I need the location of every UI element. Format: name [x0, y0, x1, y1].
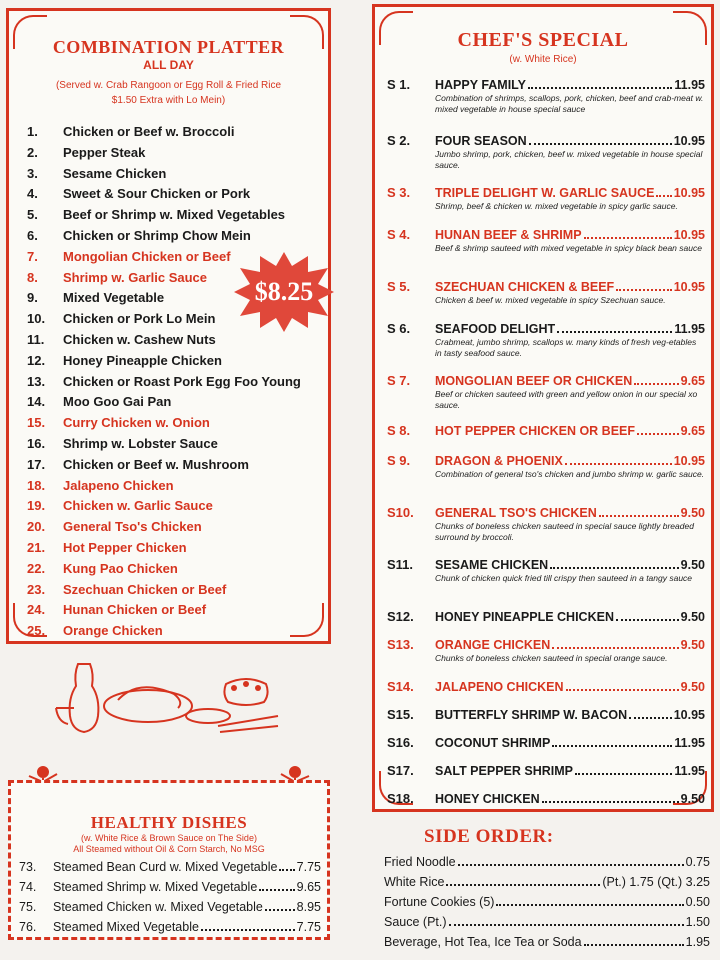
side-order-item [384, 852, 710, 872]
chef-item-row [387, 505, 705, 520]
combination-item [27, 455, 328, 476]
leader-dots [634, 383, 678, 385]
item-name: Chicken or Beef w. Mushroom [63, 456, 249, 472]
combination-item [27, 517, 328, 538]
item-number: 19. [27, 498, 46, 514]
combination-item [27, 392, 328, 413]
leader-dots [575, 773, 672, 775]
combination-item [27, 226, 328, 247]
chef-item-row [387, 423, 705, 438]
item-price: 10.95 [673, 228, 705, 242]
healthy-dishes-panel [8, 780, 330, 940]
item-name: HONEY CHICKEN [435, 792, 540, 806]
chef-item-row [387, 133, 705, 148]
item-price: 9.50 [680, 506, 705, 520]
item-number: 3. [27, 165, 38, 181]
item-code: S18. [387, 791, 414, 806]
leader-dots [656, 195, 671, 197]
item-number: 73. [19, 860, 37, 874]
side-order-title: SIDE ORDER: [424, 826, 554, 847]
chef-item-row [387, 453, 705, 468]
item-price: 10.95 [673, 280, 705, 294]
food-illustration [48, 654, 288, 740]
item-name: Chicken or Roast Pork Egg Foo Young [63, 373, 301, 389]
item-name: Chicken w. Cashew Nuts [63, 331, 216, 347]
item-price: 10.95 [673, 708, 705, 722]
leader-dots [449, 924, 684, 926]
item-code: S 5. [387, 279, 411, 294]
item-description: Crabmeat, jumbo shrimp, scallops w. many kinds of fresh veg-etables in tasty seafood sauce. [435, 337, 697, 358]
combination-item [27, 184, 328, 205]
item-code: S13. [387, 637, 414, 652]
item-price: 10.95 [673, 454, 705, 468]
item-number: 2. [27, 144, 38, 160]
item-name: SALT PEPPER SHRIMP [435, 764, 573, 778]
combination-title: COMBINATION PLATTER [52, 37, 285, 57]
chef-special-item [387, 373, 705, 410]
item-number: 5. [27, 207, 38, 223]
chef-special-item [387, 423, 705, 438]
item-name: Steamed Shrimp w. Mixed Vegetable [53, 880, 258, 894]
item-number: 74. [19, 880, 37, 894]
item-price: 9.50 [680, 680, 705, 694]
item-code: S10. [387, 505, 414, 520]
item-number: 25. [27, 623, 46, 639]
chef-item-row [387, 763, 705, 778]
chef-item-row [387, 227, 705, 242]
item-code: S 7. [387, 373, 411, 388]
item-name: Fortune Cookies (5) [384, 895, 495, 909]
leader-dots [616, 619, 679, 621]
item-code: S14. [387, 679, 414, 694]
combination-note-line: (Served w. Crab Rangoon or Egg Roll & Fried Rice [55, 80, 282, 91]
item-price: 11.95 [674, 764, 705, 778]
side-order-list [384, 852, 710, 952]
combination-item [27, 434, 328, 455]
item-description: Combination of general tso's chicken and jumbo shrimp w. garlic sauce. [435, 469, 705, 479]
item-number: 8. [27, 269, 38, 285]
item-name: Moo Goo Gai Pan [63, 394, 172, 410]
chef-item-row [387, 279, 705, 294]
leader-dots [201, 929, 295, 931]
item-code: S 1. [387, 77, 411, 92]
combination-item [27, 580, 328, 601]
item-code: S16. [387, 735, 414, 750]
item-price: 1.95 [685, 935, 710, 949]
leader-dots [458, 864, 684, 866]
leader-dots [446, 884, 600, 886]
item-name: FOUR SEASON [435, 134, 527, 148]
item-name: Beef or Shrimp w. Mixed Vegetables [63, 207, 286, 223]
healthy-note-line: All Steamed without Oil & Corn Starch, No MSG [73, 844, 265, 854]
item-number: 6. [27, 227, 38, 243]
item-description: Beef & shrimp sauteed with mixed vegetable in spicy black bean sauce [435, 243, 702, 253]
item-price: 1.50 [685, 915, 710, 929]
leader-dots [265, 909, 295, 911]
leader-dots [557, 331, 672, 333]
chef-item-row [387, 77, 705, 92]
corner-ornament [379, 11, 413, 45]
item-description: Beef or chicken sauteed with green and yellow onion in our special xo sauce. [435, 389, 698, 410]
chef-item-row [387, 637, 705, 652]
item-name: Sauce (Pt.) [384, 915, 447, 929]
leader-dots [542, 801, 679, 803]
item-number: 12. [27, 352, 46, 368]
combination-item [27, 559, 328, 580]
item-number: 18. [27, 477, 46, 493]
leader-dots [566, 689, 679, 691]
chef-special-item [387, 321, 705, 358]
item-name: HOT PEPPER CHICKEN OR BEEF [435, 424, 636, 438]
healthy-item [19, 917, 321, 937]
item-price: 11.95 [674, 322, 705, 336]
item-name: MONGOLIAN BEEF OR CHICKEN [435, 374, 633, 388]
combination-item [27, 122, 328, 143]
item-name: JALAPENO CHICKEN [435, 680, 564, 694]
item-description: Combination of shrimps, scallops, pork, chicken, beef and crab-meat w. mixed vegetable in house special sauce [435, 93, 704, 114]
combination-item [27, 496, 328, 517]
item-price: 9.65 [296, 880, 321, 894]
item-description: Chicken & beef w. mixed vegetable in spicy Szechuan sauce. [435, 295, 666, 305]
item-name: Sesame Chicken [63, 165, 167, 181]
item-name: Chicken or Pork Lo Mein [63, 311, 216, 327]
item-name: SEAFOOD DELIGHT [435, 322, 556, 336]
leader-dots [616, 289, 672, 291]
healthy-item [19, 897, 321, 917]
leader-dots [279, 869, 294, 871]
combination-item [27, 538, 328, 559]
chef-special-item [387, 707, 705, 722]
item-name: Mongolian Chicken or Beef [63, 248, 231, 264]
leader-dots [529, 143, 672, 145]
item-name: Steamed Mixed Vegetable [53, 920, 199, 934]
item-price: 0.75 [685, 855, 710, 869]
item-name: Chicken w. Garlic Sauce [63, 498, 213, 514]
item-code: S 3. [387, 185, 411, 200]
combination-item [27, 600, 328, 621]
healthy-item [19, 857, 321, 877]
item-description: Shrimp, beef & chicken w. mixed vegetable in spicy garlic sauce. [435, 201, 678, 211]
item-name: Orange Chicken [63, 623, 163, 639]
item-name: Mixed Vegetable [63, 290, 165, 306]
side-order-item [384, 892, 710, 912]
healthy-list [11, 857, 327, 937]
item-description: Chunks of boneless chicken sauteed in special sauce lightly breaded surround by broccoli. [435, 521, 694, 542]
chef-item-row [387, 557, 705, 572]
item-name: Shrimp w. Lobster Sauce [63, 435, 218, 451]
item-name: White Rice [384, 875, 445, 889]
chef-special-item [387, 227, 705, 254]
combination-item [27, 621, 328, 642]
item-price: 7.75 [296, 860, 321, 874]
item-number: 14. [27, 394, 46, 410]
side-order-section [384, 826, 710, 952]
healthy-note-line: (w. White Rice & Brown Sauce on The Side) [81, 833, 257, 843]
combination-subtitle: ALL DAY [143, 58, 194, 72]
combination-item [27, 476, 328, 497]
leader-dots [550, 567, 678, 569]
item-price: (Pt.) 1.75 (Qt.) 3.25 [602, 875, 710, 889]
item-price: 9.65 [680, 424, 705, 438]
chef-special-item [387, 133, 705, 170]
chef-special-item [387, 763, 705, 778]
combination-price: $8.25 [254, 277, 314, 306]
chef-item-row [387, 321, 705, 336]
leader-dots [565, 463, 672, 465]
item-number: 10. [27, 311, 46, 327]
item-name: Steamed Chicken w. Mixed Vegetable [53, 900, 263, 914]
item-name: TRIPLE DELIGHT W. GARLIC SAUCE [435, 186, 655, 200]
item-code: S 9. [387, 453, 411, 468]
item-code: S12. [387, 609, 414, 624]
chefs-special-subtitle: (w. White Rice) [509, 54, 577, 65]
chef-special-item [387, 609, 705, 624]
item-code: S17. [387, 763, 414, 778]
combination-list [9, 122, 328, 642]
chef-item-row [387, 679, 705, 694]
item-price: 11.95 [674, 78, 705, 92]
item-name: Sweet & Sour Chicken or Pork [63, 186, 251, 202]
chef-item-row [387, 791, 705, 806]
leader-dots [637, 433, 679, 435]
item-name: Curry Chicken w. Onion [63, 415, 210, 431]
item-description: Chunks of boneless chicken sauteed in special orange sauce. [435, 653, 668, 663]
leader-dots [629, 717, 672, 719]
item-name: Jalapeno Chicken [63, 477, 174, 493]
item-name: Chicken or Shrimp Chow Mein [63, 227, 251, 243]
chef-item-row [387, 707, 705, 722]
item-price: 7.75 [296, 920, 321, 934]
combination-note-line: $1.50 Extra with Lo Mein) [111, 95, 226, 106]
item-name: COCONUT SHRIMP [435, 736, 551, 750]
chef-special-item [387, 637, 705, 664]
price-burst-badge [232, 250, 336, 334]
chef-item-row [387, 609, 705, 624]
side-order-item [384, 912, 710, 932]
chef-special-item [387, 185, 705, 212]
leader-dots [259, 889, 294, 891]
item-code: S15. [387, 707, 414, 722]
chef-item-row [387, 185, 705, 200]
item-name: HUNAN BEEF & SHRIMP [435, 228, 582, 242]
item-code: S 8. [387, 423, 411, 438]
item-number: 7. [27, 248, 38, 264]
item-name: Pepper Steak [63, 144, 146, 160]
item-name: SESAME CHICKEN [435, 558, 549, 572]
item-number: 17. [27, 456, 46, 472]
side-order-item [384, 872, 710, 892]
item-code: S 2. [387, 133, 411, 148]
combination-item [27, 372, 328, 393]
item-price: 10.95 [673, 186, 705, 200]
item-number: 23. [27, 581, 46, 597]
corner-ornament [290, 15, 324, 49]
item-name: General Tso's Chicken [63, 519, 202, 535]
item-number: 15. [27, 415, 46, 431]
leader-dots [599, 515, 679, 517]
item-number: 13. [27, 373, 46, 389]
corner-ornament [673, 11, 707, 45]
chef-special-item [387, 505, 705, 542]
item-number: 4. [27, 186, 38, 202]
leader-dots [584, 237, 672, 239]
combination-item [27, 413, 328, 434]
healthy-item [19, 877, 321, 897]
chefs-special-panel [372, 4, 714, 812]
chef-special-item [387, 791, 705, 806]
item-name: HONEY PINEAPPLE CHICKEN [435, 610, 614, 624]
item-number: 21. [27, 539, 46, 555]
item-price: 9.50 [680, 610, 705, 624]
item-name: SZECHUAN CHICKEN & BEEF [435, 280, 615, 294]
item-name: HAPPY FAMILY [435, 78, 526, 92]
chef-special-item [387, 77, 705, 114]
item-name: Szechuan Chicken or Beef [63, 581, 227, 597]
item-description: Chunk of chicken quick fried till crispy then sauteed in a tangy sauce [435, 573, 693, 583]
chef-special-item [387, 279, 705, 306]
item-name: Hot Pepper Chicken [63, 539, 187, 555]
chef-item-row [387, 735, 705, 750]
item-description: Jumbo shrimp, pork, chicken, beef w. mixed vegetable in house special sauce. [435, 149, 703, 170]
chef-item-row [387, 373, 705, 388]
item-price: 10.95 [673, 134, 705, 148]
item-number: 22. [27, 560, 46, 576]
item-code: S11. [387, 557, 414, 572]
corner-ornament [13, 15, 47, 49]
chef-special-item [387, 735, 705, 750]
combination-item [27, 164, 328, 185]
leader-dots [584, 944, 684, 946]
item-price: 9.65 [680, 374, 705, 388]
chef-special-item [387, 679, 705, 694]
item-code: S 6. [387, 321, 411, 336]
item-name: BUTTERFLY SHRIMP W. BACON [435, 708, 628, 722]
item-number: 11. [27, 331, 45, 347]
item-name: Steamed Bean Curd w. Mixed Vegetable [53, 860, 278, 874]
combination-note [9, 78, 328, 108]
combination-item [27, 205, 328, 226]
item-name: Fried Noodle [384, 855, 456, 869]
item-number: 16. [27, 435, 46, 451]
item-number: 9. [27, 290, 38, 306]
healthy-title: HEALTHY DISHES [90, 813, 248, 832]
combination-item [27, 351, 328, 372]
item-number: 20. [27, 519, 46, 535]
side-order-item [384, 932, 710, 952]
chef-special-item [387, 453, 705, 480]
item-number: 76. [19, 920, 37, 934]
leader-dots [528, 87, 672, 89]
item-name: Kung Pao Chicken [63, 560, 178, 576]
item-code: S 4. [387, 227, 411, 242]
item-name: Honey Pineapple Chicken [63, 352, 222, 368]
item-name: Beverage, Hot Tea, Ice Tea or Soda [384, 935, 582, 949]
item-number: 24. [27, 602, 46, 618]
item-number: 1. [27, 124, 38, 139]
chefs-special-title: CHEF'S SPECIAL [457, 29, 629, 51]
item-name: GENERAL TSO'S CHICKEN [435, 506, 597, 520]
item-name: DRAGON & PHOENIX [435, 454, 563, 468]
item-price: 8.95 [296, 900, 321, 914]
combination-item [27, 143, 328, 164]
leader-dots [552, 647, 678, 649]
item-name: Hunan Chicken or Beef [63, 602, 207, 618]
item-price: 9.50 [680, 558, 705, 572]
item-price: 0.50 [685, 895, 710, 909]
item-price: 9.50 [680, 792, 705, 806]
item-number: 75. [19, 900, 37, 914]
item-price: 11.95 [674, 736, 705, 750]
item-name: Shrimp w. Garlic Sauce [63, 269, 208, 285]
leader-dots [496, 904, 683, 906]
item-name: Chicken or Beef w. Broccoli [63, 124, 235, 139]
leader-dots [552, 745, 672, 747]
item-price: 9.50 [680, 638, 705, 652]
item-name: ORANGE CHICKEN [435, 638, 551, 652]
chef-special-item [387, 557, 705, 584]
